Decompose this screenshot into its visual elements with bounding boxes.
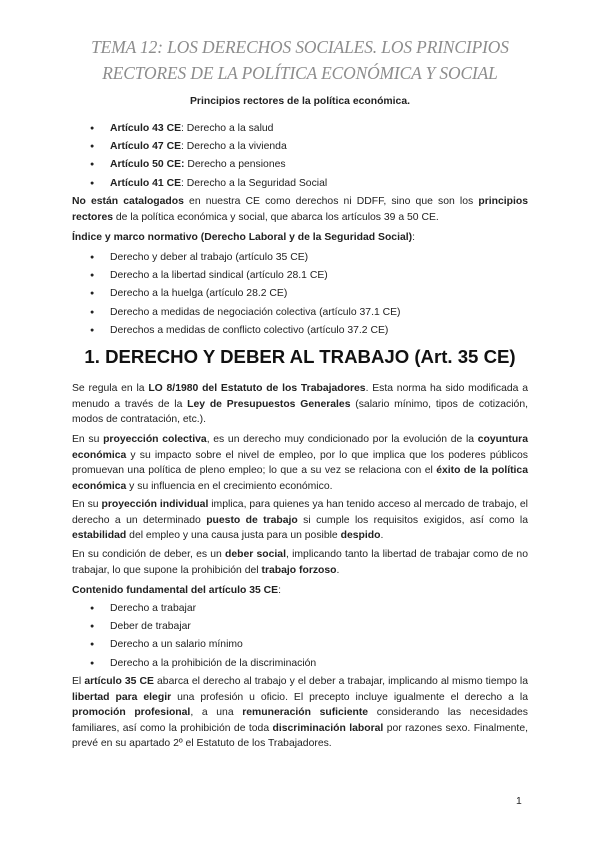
- principios-list: [90, 120, 327, 193]
- title-line-1: TEMA 12: LOS DERECHOS SOCIALES. LOS PRINCIPIOS: [91, 37, 509, 57]
- contenido-heading: Contenido fundamental del artículo 35 CE:: [72, 585, 281, 596]
- list-item: ● Artículo 41 CE: Derecho a la Seguridad Social: [90, 175, 327, 193]
- section-1-paragraph-3: En su proyección individual implica, para quienes ya han tenido acceso al mercado de trabajo, el derecho a un determinado puesto de trabajo si cumple los requisitos exigidos, así como la estabilidad del empleo y una causa justa para un posible despido.: [72, 499, 528, 542]
- list-item: ● Artículo 50 CE: Derecho a pensiones: [90, 156, 327, 174]
- principios-heading: Principios rectores de la política económica.: [189, 96, 410, 107]
- document-title: [60, 34, 540, 86]
- section-1-paragraph-5: El artículo 35 CE abarca el derecho al trabajo y el deber a trabajar, implicando al mismo tiempo la libertad para elegir una profesión u oficio. El precepto incluye igualmente el derecho a la promoción profesional, a una remuneración suficiente considerando las necesidades familiares, así como la prohibición de toda discriminación laboral por razones sexo. Finalmente, prevé en su apartado 2º el Estatuto de los Trabajadores.: [72, 676, 529, 750]
- contenido-list: [90, 600, 316, 673]
- list-item: ● Artículo 47 CE: Derecho a la vivienda: [90, 138, 327, 156]
- intro-paragraph: No están catalogados en nuestra CE como derechos ni DDFF, sino que son los principios rectores de la política económica y social, que abarca los artículos 39 a 50 CE.: [72, 196, 528, 223]
- title-line-2: RECTORES DE LA POLÍTICA ECONÓMICA Y SOCIAL: [102, 63, 498, 83]
- list-item: ● Derecho a un salario mínimo: [90, 636, 316, 654]
- list-item: ● Derecho a trabajar: [90, 600, 316, 618]
- list-item: ● Derecho a la libertad sindical (artículo 28.1 CE): [90, 267, 401, 285]
- list-item: ● Derecho a la prohibición de la discriminación: [90, 655, 316, 673]
- section-1-heading: 1. DERECHO Y DEBER AL TRABAJO (Art. 35 CE): [84, 346, 516, 367]
- list-item: ● Artículo 43 CE: Derecho a la salud: [90, 120, 327, 138]
- section-1-paragraph-1: Se regula en la LO 8/1980 del Estatuto de los Trabajadores. Esta norma ha sido modificada a menudo a través de la Ley de Presupuestos Generales (salario mínimo, tipos de cotización, modos de contratación, etc.).: [72, 383, 528, 426]
- list-item: ● Derecho a la huelga (artículo 28.2 CE): [90, 285, 401, 303]
- page-number: 1: [516, 796, 522, 807]
- section-1-paragraph-4: En su condición de deber, es un deber social, implicando tanto la libertad de trabajar como de no trabajar, lo que supone la prohibición del trabajo forzoso.: [72, 549, 528, 576]
- list-item: ● Deber de trabajar: [90, 618, 316, 636]
- list-item: ● Derechos a medidas de conflicto colectivo (artículo 37.2 CE): [90, 322, 401, 340]
- indice-heading: Índice y marco normativo (Derecho Laboral y de la Seguridad Social):: [72, 232, 415, 243]
- section-1-paragraph-2: En su proyección colectiva, es un derecho muy condicionado por la evolución de la coyuntura económica y su impacto sobre el nivel de empleo, por lo que implica que los poderes públicos promuevan una política de pleno empleo; lo que a su vez se relaciona con el éxito de la política económica y su influencia en el crecimiento económico.: [72, 434, 529, 492]
- list-item: ● Derecho y deber al trabajo (artículo 35 CE): [90, 249, 401, 267]
- indice-list: [90, 249, 401, 340]
- list-item: ● Derecho a medidas de negociación colectiva (artículo 37.1 CE): [90, 304, 401, 322]
